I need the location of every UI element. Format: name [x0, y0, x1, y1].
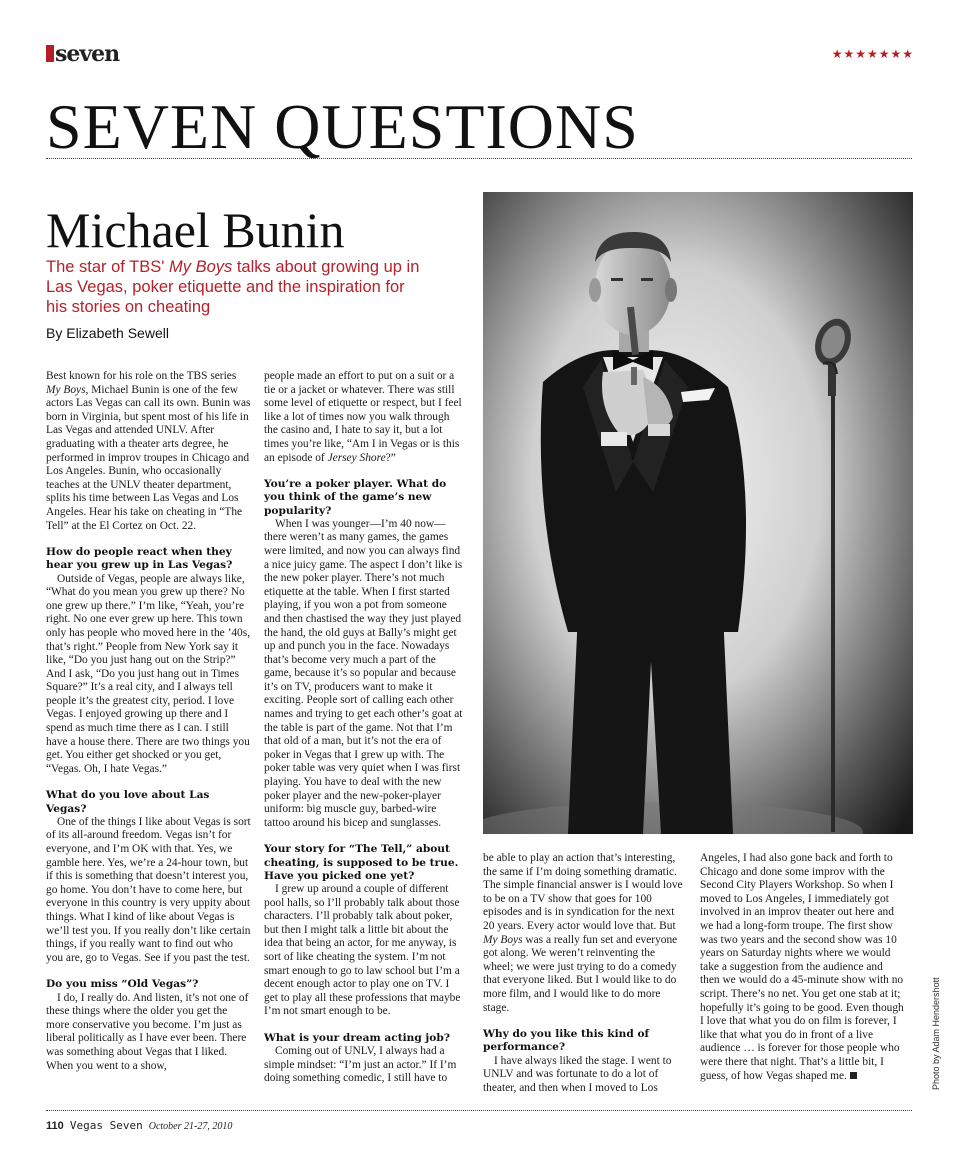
subject-name: Michael Bunin: [46, 202, 345, 258]
answer-paragraph: I grew up around a couple of different pool halls, so I’ll probably talk about those characters. I’ll probably talk about poker, but then I might talk a little bit about the idea that being an actor, for me anyway, is sort of like cheating the system. I’m not smart enough to go to law school but I’m a decent enough actor to play one on TV. I get to play all these professions that maybe I’m not smart enough to be.: [264, 883, 461, 1018]
answer-paragraph: I have always liked the stage. I went to UNLV and was fortunate to do a lot of theater, and then when I moved to Los: [483, 1054, 672, 1094]
text-span: Best known for his role on the TBS series: [46, 370, 237, 382]
intro-paragraph: [46, 370, 251, 533]
deck-part: The star of TBS': [46, 258, 169, 276]
text-span: , Michael Bunin is one of the few actors Las Vegas can call its own. Bunin was born in Virginia, but spent most of his life in Las Vegas and attended UNLV. After graduating with a theater arts degree, he performed in improv troupes in Chicago and Los Angeles. Bunin, who occasionally teaches at the UNLV theater department, splits his time between Las Vegas and Los Angeles. Hear his take on cheating in “The Tell” at the El Cortez on Oct. 22.: [46, 383, 251, 532]
article-column-2: [264, 370, 465, 1086]
text-span: Angeles, I had also gone back and forth to Chicago and done some improv with the Second City Players Workshop. So when I moved to Los Angeles, I immediately got involved in an improv theater out here and we had a long-form troupe. The first show was two years and the second show was 10 years on Saturday nights where we would take a suggestion from the audience and then we would do a 45-minute show with no script. There’s no net. You get one stab at it; hopefully it’s going to be good. Even though I love that what you do on film is forever, I like that what you do in front of a live audience … is forever for those people who were there that night. That’s a little bit, I guess, of how Vegas shaped me.: [700, 852, 904, 1082]
article-column-1: [46, 370, 251, 1073]
title-divider: [46, 158, 912, 159]
answer-paragraph: [483, 852, 685, 1015]
article-column-3: [483, 852, 685, 1095]
text-span: was a really fun set and everyone got along. We weren’t reinventing the wheel; we were just trying to do a comedy that everyone liked. But I would like to do more film, and I would like to do more stage.: [483, 933, 678, 1014]
show-title: Jersey Shore: [327, 451, 386, 464]
text-span: people made an effort to put on a suit or a tie or a jacket or whatever. There was still some level of etiquette or respect, but I feel like a lot of times now you walk through the casino and, I hate to say it, but a lot times you’re like, “Am I in Vegas or is this an episode of: [264, 370, 462, 464]
deck-text: [46, 257, 426, 317]
photo-credit: Photo by Adam Hendershott: [931, 977, 941, 1090]
footer-divider: [46, 1110, 912, 1111]
issue-date: October 21-27, 2010: [148, 1121, 233, 1132]
question-heading: Why do you like this kind of performance?: [483, 1028, 650, 1054]
text-span: be able to play an action that’s interesting, the same if I’m doing something dramatic. The simple financial answer is I would love to be on a TV show that goes for 100 episodes and is in syndication for the next 20 years. Every actor would love that. But: [483, 852, 683, 932]
answer-paragraph: [264, 370, 465, 465]
answer-paragraph: Coming out of UNLV, I always had a simple mindset: “I’m just an actor.” If I’m doing something comedic, I still have to: [264, 1045, 457, 1085]
deck-part: talks about growing up in Las Vegas, poker etiquette and the inspiration for his stories on cheating: [46, 258, 420, 316]
answer-paragraph: I do, I really do. And listen, it’s not one of these things where the older you get the more conservative you become. I’m just as liberal politically as I have ever been. There was something about Vegas that I liked. When you went to a show,: [46, 991, 249, 1072]
show-title: My Boys: [483, 933, 523, 946]
question-heading: What is your dream acting job?: [264, 1031, 450, 1044]
page-number: 110: [46, 1120, 64, 1132]
byline: By Elizabeth Sewell: [46, 325, 169, 341]
answer-paragraph: One of the things I like about Vegas is sort of its all-around freedom. Vegas isn’t for everyone, and I’m OK with that. Yes, we gamble here. Yes, we’re a 24-hour town, but if this is something that doesn’t interest you, go home. You don’t have to come here, but everyone in this country is very uppity about things. What I kind of like about Vegas is we’ll test you. If you really don’t like certain things, if you really want to find out who you are, go to Vegas. See if you past the test.: [46, 815, 251, 964]
show-title: My Boys: [46, 383, 86, 396]
logo-bar-icon: [46, 45, 54, 62]
article-column-4: [700, 852, 904, 1083]
answer-paragraph: Outside of Vegas, people are always like, “What do you mean you grew up there? No one grew up there.” I’m like, “Yeah, you’re right. No one ever grew up here. This town only has people who moved here in the ’40s, that’s right.” People from New York say it like, “Do you just hang out on the Strip?” And I ask, “Do you just hang out in Times Square?” It’s a real city, and I always tell people it’s the greatest city, period. I love Vegas. I enjoyed growing up there and I spend as much time there as I can. I still have a house there. There are two things you get. You either get shocked or you get, “Vegas. Oh, I hate Vegas.”: [46, 572, 251, 775]
deck-show-title: My Boys: [168, 258, 233, 276]
answer-paragraph: When I was younger—I’m 40 now—there weren’t as many games, the games were limited, and now you can always find a nice juicy game. The aspect I don’t like is the new poker player. There’s not much etiquette at the table. When I first started playing, if you won a pot from someone and then chastised the way they just played the hand, the old guys at Bally’s might get up and punch you in the face. Nowadays that’s become very much a part of the game, because it’s so popular and because it’s on TV, producers want to make it exciting. People sort of calling each other names and trying to get each other’s goat at the table is part of the game. Not that I’m that old of a man, but it’s not the era of poker in Vegas that I grew up with. The poker table was very quiet when I was first playing. You have to deal with the new poker player and the new-poker-player uniform: big muscle guy, barbed-wire tattoo around his bicep and sunglasses.: [264, 517, 463, 829]
magazine-logo: [46, 42, 119, 66]
question-heading: Your story for “The Tell,” about cheating, is supposed to be true. Have you picked one yet?: [264, 843, 459, 882]
page-footer: [46, 1119, 232, 1132]
question-heading: Do you miss “Old Vegas”?: [46, 978, 199, 991]
rating-stars: ★★★★★★★: [831, 47, 914, 61]
publication-name: Vegas Seven: [69, 1119, 143, 1132]
logo-text: seven: [55, 41, 120, 67]
answer-paragraph: [700, 852, 904, 1083]
text-span: ?”: [385, 451, 396, 464]
question-heading: What do you love about Las Vegas?: [46, 789, 210, 815]
section-title: SEVEN QUESTIONS: [46, 91, 639, 162]
portrait-photo: [483, 192, 913, 834]
portrait-illustration: [483, 192, 913, 834]
end-mark-icon: [850, 1072, 857, 1079]
question-heading: How do people react when they hear you grew up in Las Vegas?: [46, 546, 233, 572]
question-heading: You’re a poker player. What do you think of the game’s new popularity?: [264, 478, 447, 517]
